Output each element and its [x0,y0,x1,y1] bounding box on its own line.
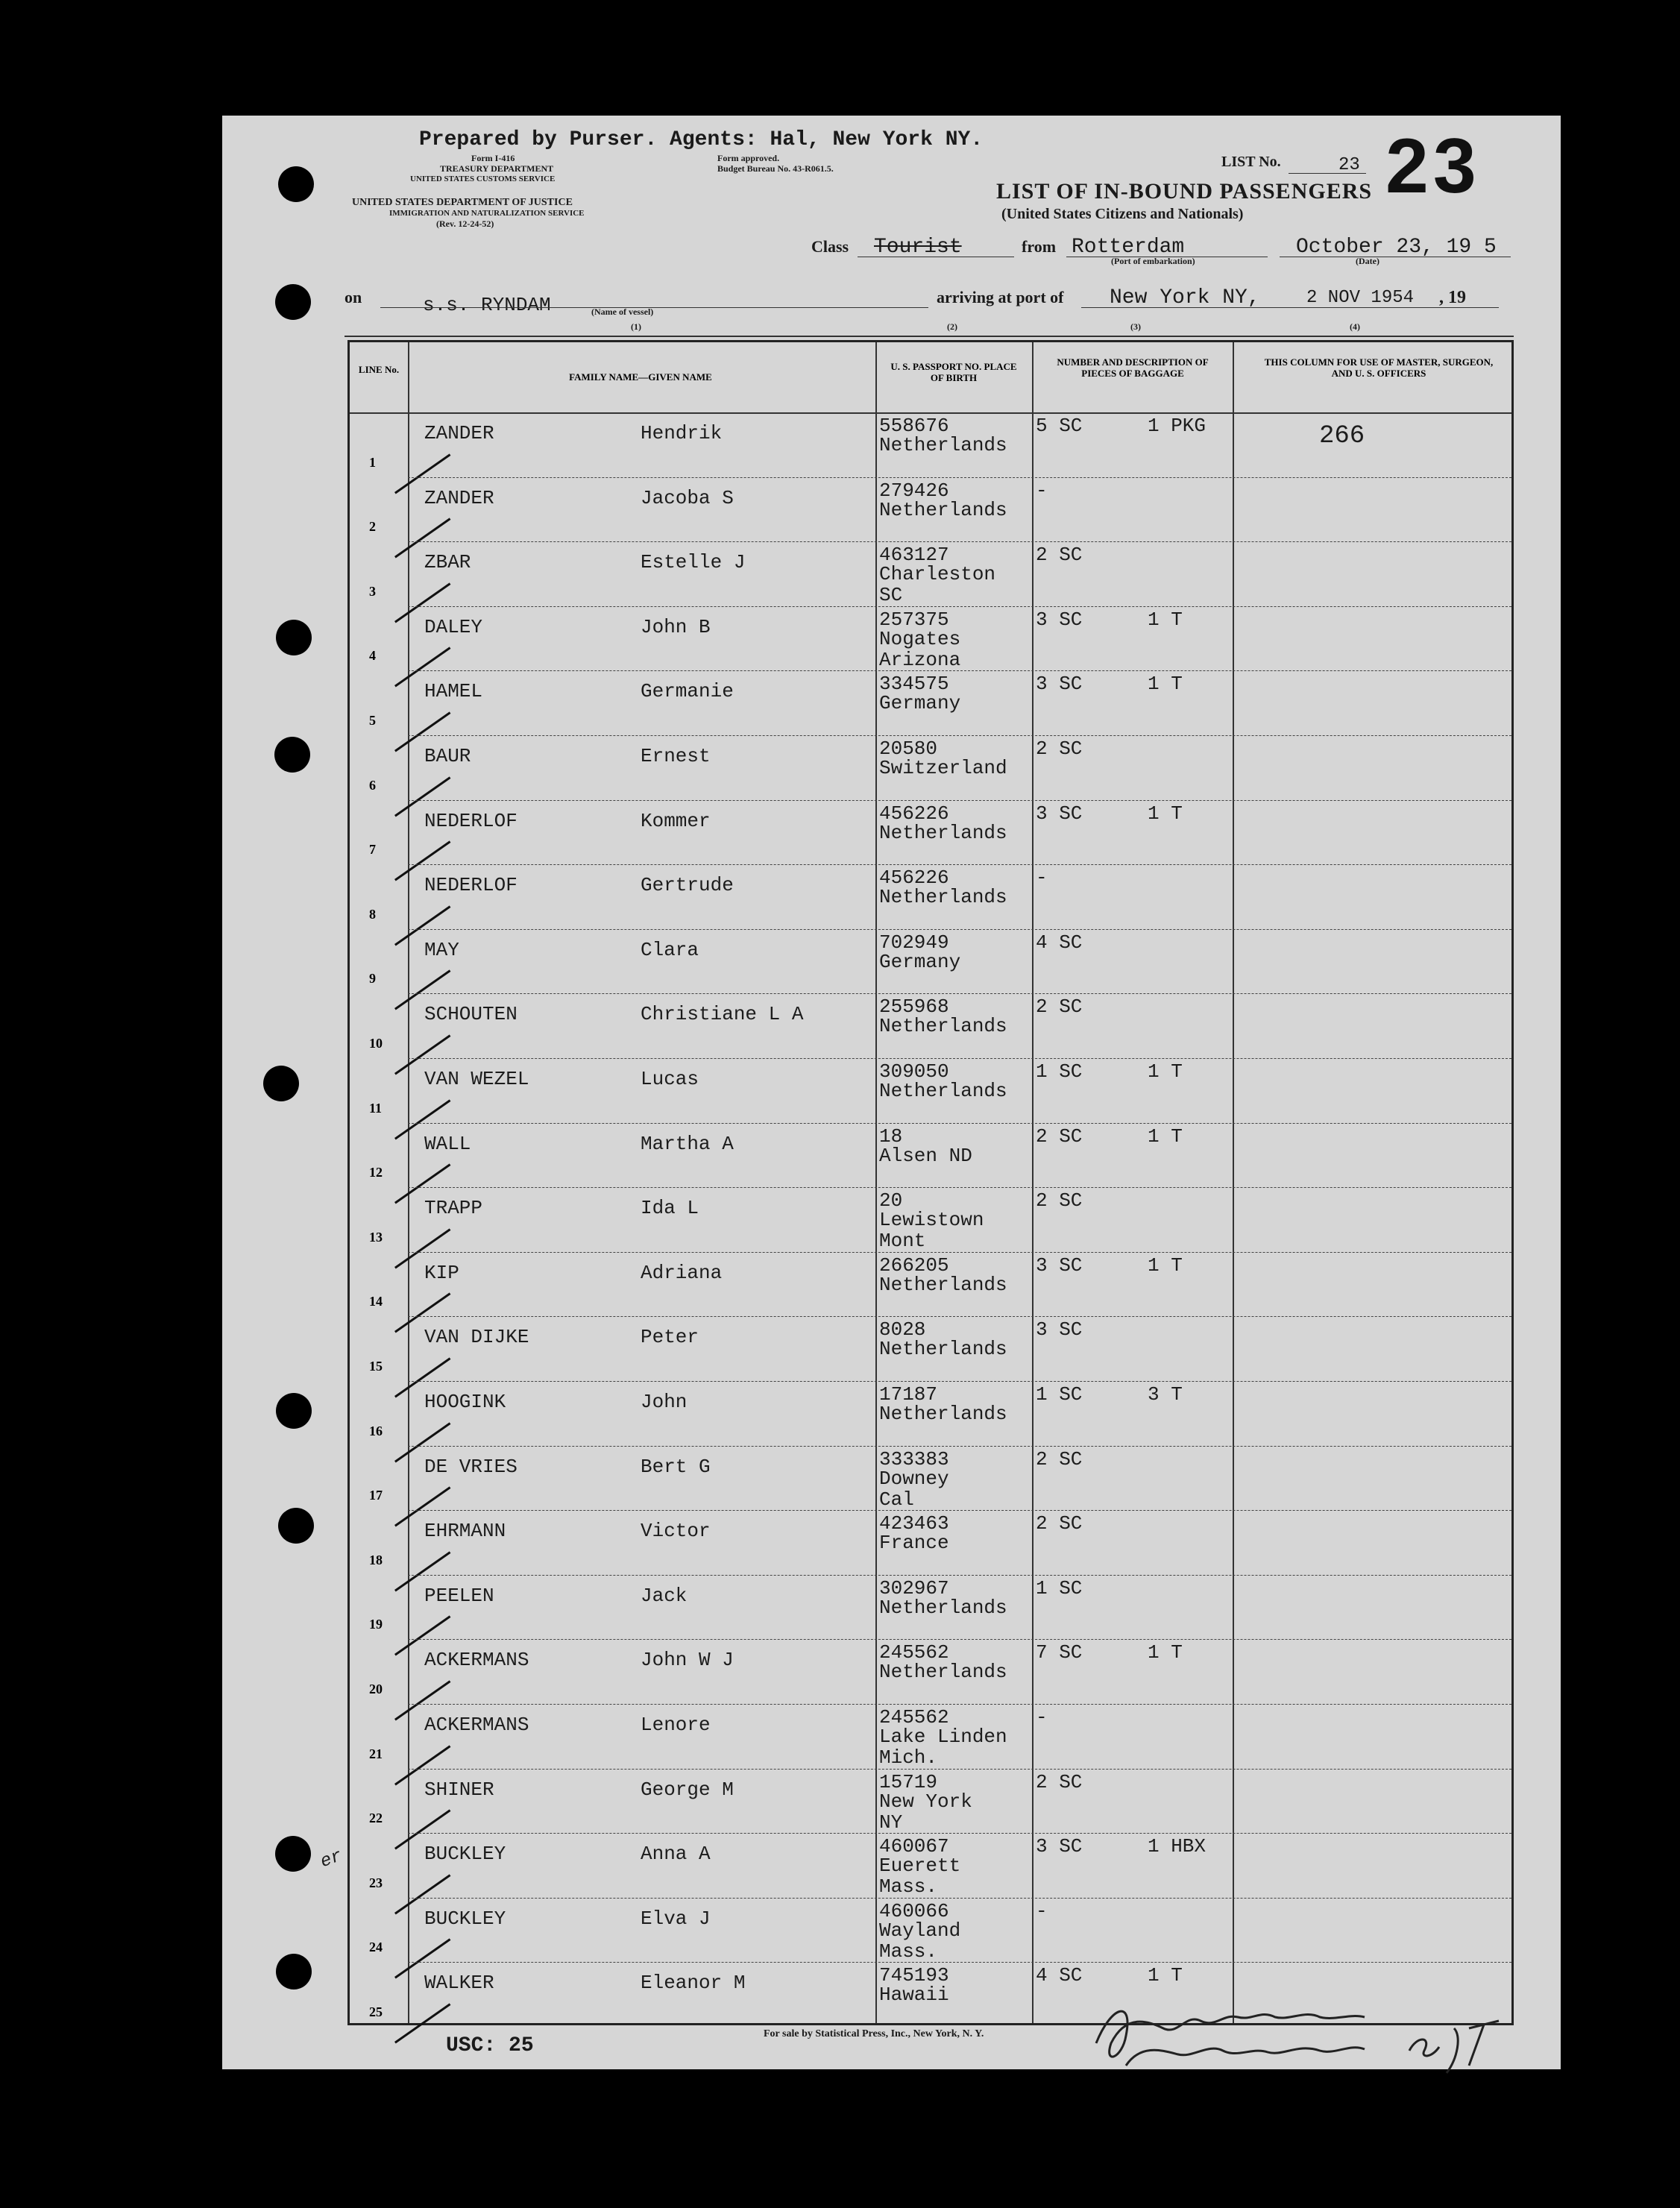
place-of-birth: New York NY [879,1790,972,1834]
class-label: Class [811,237,849,256]
ins-service: IMMIGRATION AND NATURALIZATION SERVICE [389,209,585,218]
line-number: 18 [369,1552,383,1567]
line-number: 8 [369,906,376,922]
line-number: 7 [369,842,376,858]
table-row [350,1381,1511,1446]
line-number: 19 [369,1617,383,1632]
table-row [350,864,1511,929]
baggage-sc: 2 SC [1036,737,1083,760]
header-name: FAMILY NAME—GIVEN NAME [569,371,712,383]
printer-note: For sale by Statistical Press, Inc., New York, N. Y. [764,2028,984,2039]
place-of-birth: Netherlands [879,1015,1007,1038]
line-number: 6 [369,777,376,793]
binder-hole [278,1508,314,1544]
family-name: VAN DIJKE [424,1326,529,1349]
from-value: Rotterdam [1072,236,1185,259]
passenger-table [347,340,1514,2025]
line-number: 4 [369,648,376,664]
given-name: Bert G [641,1455,711,1478]
given-name: Peter [641,1326,699,1349]
table-row [350,670,1511,735]
justice-dept: UNITED STATES DEPARTMENT OF JUSTICE [352,197,573,208]
place-of-birth: Netherlands [879,498,1007,521]
list-subtitle: (United States Citizens and Nationals) [1001,206,1244,222]
date-value: October 23, 19 5 [1296,236,1497,259]
header-line-no: LINE No. [358,364,400,375]
year-suffix: , 19 [1439,288,1466,307]
line-number: 1 [369,454,376,470]
family-name: ACKERMANS [424,1714,529,1736]
binder-hole [263,1066,299,1101]
family-name: ZANDER [424,422,494,444]
table-row [350,1833,1511,1898]
line-number: 2 [369,519,376,535]
given-name: Christiane L A [641,1003,804,1026]
place-of-birth: Switzerland [879,757,1007,779]
passport-number: 15719 [879,1770,938,1793]
column-number: (4) [1350,321,1360,332]
passport-number: 245562 [879,1706,949,1729]
family-name: TRAPP [424,1197,483,1220]
table-row [350,929,1511,994]
family-name: DE VRIES [424,1455,517,1478]
baggage-other: 1 T [1148,608,1183,631]
passport-number: 456226 [879,802,949,825]
given-name: Martha A [641,1132,734,1155]
baggage-sc: - [1036,479,1048,502]
budget-bureau: Budget Bureau No. 43-R061.5. [717,163,834,174]
passport-number: 8028 [879,1318,926,1342]
line-number: 24 [369,1940,383,1955]
table-row [350,1446,1511,1511]
family-name: BUCKLEY [424,1843,506,1866]
passport-number: 463127 [879,544,949,567]
passport-number: 18 [879,1125,903,1148]
family-name: WALKER [424,1972,494,1995]
place-of-birth: Euerett Mass. [879,1855,961,1899]
baggage-sc: 2 SC [1036,1125,1083,1148]
on-label: on [345,288,362,306]
baggage-sc: 2 SC [1036,996,1083,1019]
binder-hole [276,1954,312,1990]
given-name: George M [641,1778,734,1801]
binder-hole [276,620,312,655]
baggage-sc: 4 SC [1036,931,1083,954]
family-name: WALL [424,1132,471,1155]
place-of-birth: Netherlands [879,1080,1007,1102]
place-of-birth: Downey Cal [879,1467,949,1511]
place-of-birth: Netherlands [879,886,1007,909]
given-name: Germanie [641,680,734,703]
given-name: Ida L [641,1197,699,1220]
place-of-birth: Wayland Mass. [879,1919,961,1963]
table-row [350,1058,1511,1123]
passport-number: 257375 [879,608,949,631]
officer-note: 266 [1319,422,1365,450]
baggage-other: 1 HBX [1148,1835,1206,1858]
family-name: HAMEL [424,680,483,703]
passport-number: 460067 [879,1835,949,1858]
baggage-sc: 5 SC [1036,415,1083,437]
customs-service: UNITED STATES CUSTOMS SERVICE [410,174,556,183]
passport-number: 266205 [879,1254,949,1277]
given-name: Gertrude [641,874,734,897]
passport-number: 333383 [879,1447,949,1471]
list-no-label: LIST No. [1221,154,1281,170]
baggage-other: 1 T [1148,1964,1183,1987]
arrival-date-stamp: 2 NOV 1954 [1306,288,1415,308]
place-of-birth: Hawaii [879,1984,949,2007]
baggage-sc: 2 SC [1036,544,1083,567]
place-of-birth: Netherlands [879,1596,1007,1619]
binder-hole [278,166,314,202]
baggage-sc: - [1036,866,1048,890]
family-name: ZBAR [424,551,471,574]
revision: (Rev. 12-24-52) [436,218,494,229]
baggage-sc: 3 SC [1036,802,1083,825]
margin-annotation: er [318,1846,345,1873]
given-name: Lucas [641,1068,699,1090]
passport-number: 302967 [879,1576,949,1600]
table-row [350,1510,1511,1575]
given-name: Victor [641,1520,711,1543]
given-name: Kommer [641,809,711,832]
passport-number: 20 [879,1189,903,1212]
binder-hole [276,1393,312,1429]
given-name: Adriana [641,1261,723,1284]
table-row [350,1769,1511,1834]
binder-hole [274,737,310,773]
given-name: Ernest [641,745,711,767]
baggage-sc: 4 SC [1036,1964,1083,1987]
family-name: BAUR [424,745,471,767]
place-of-birth: Lewistown Mont [879,1209,984,1253]
form-number: Form I-416 [471,153,515,163]
baggage-other: 1 PKG [1148,415,1206,437]
header-baggage: NUMBER AND DESCRIPTION OF PIECES OF BAGGAGE [1057,356,1209,379]
line-number: 20 [369,1681,383,1696]
column-number: (1) [631,321,641,332]
passport-number: 745193 [879,1964,949,1987]
baggage-sc: 1 SC [1036,1060,1083,1083]
baggage-other: 3 T [1148,1383,1183,1406]
table-row [350,1704,1511,1769]
place-of-birth: Germany [879,950,961,973]
baggage-other: 1 T [1148,1125,1183,1148]
table-row [350,1575,1511,1640]
baggage-sc: - [1036,1706,1048,1729]
form-approved: Form approved. [717,153,780,163]
place-of-birth: Lake Linden Mich. [879,1726,1007,1769]
given-name: Eleanor M [641,1972,746,1995]
line-number: 22 [369,1811,383,1826]
header-officers: THIS COLUMN FOR USE OF MASTER, SURGEON, AND U. S. OFFICERS [1264,356,1494,379]
table-row [350,606,1511,671]
passport-number: 456226 [879,866,949,890]
binder-hole [275,1836,311,1872]
place-of-birth: Alsen ND [879,1144,972,1167]
baggage-other: 1 T [1148,1060,1183,1083]
line-number: 12 [369,1165,383,1180]
baggage-sc: 3 SC [1036,1835,1083,1858]
line-number: 17 [369,1488,383,1503]
family-name: KIP [424,1261,459,1284]
class-value: Tourist [874,236,962,259]
baggage-sc: 3 SC [1036,673,1083,696]
table-row [350,1123,1511,1188]
given-name: Estelle J [641,551,746,574]
table-row [350,993,1511,1058]
baggage-other: 1 T [1148,1641,1183,1664]
baggage-sc: 3 SC [1036,1318,1083,1342]
family-name: NEDERLOF [424,809,517,832]
passport-number: 245562 [879,1641,949,1664]
usc-count: USC: 25 [446,2034,534,2057]
table-row [350,1639,1511,1704]
family-name: ACKERMANS [424,1649,529,1672]
table-row [350,477,1511,542]
baggage-sc: 2 SC [1036,1512,1083,1535]
given-name: Lenore [641,1714,711,1736]
place-of-birth: Netherlands [879,1338,1007,1361]
given-name: Hendrik [641,422,723,444]
line-number: 16 [369,1423,383,1438]
place-of-birth: Charleston SC [879,563,996,607]
passport-number: 20580 [879,737,938,760]
passport-number: 702949 [879,931,949,954]
prepared-by-line: Prepared by Purser. Agents: Hal, New York NY. [419,128,984,151]
family-name: NEDERLOF [424,874,517,897]
table-row [350,412,1511,477]
baggage-sc: 2 SC [1036,1189,1083,1212]
passport-number: 309050 [879,1060,949,1083]
family-name: BUCKLEY [424,1907,506,1930]
family-name: PEELEN [424,1584,494,1607]
place-of-birth: Netherlands [879,821,1007,844]
family-name: SCHOUTEN [424,1003,517,1026]
passport-number: 255968 [879,996,949,1019]
treasury-dept: TREASURY DEPARTMENT [440,163,554,174]
passport-number: 423463 [879,1512,949,1535]
line-number: 10 [369,1035,383,1051]
family-name: MAY [424,938,459,961]
family-name: ZANDER [424,486,494,509]
baggage-sc: - [1036,1899,1048,1922]
passport-number: 17187 [879,1383,938,1406]
table-row [350,1316,1511,1381]
line-number: 23 [369,1875,383,1890]
place-of-birth: France [879,1532,949,1555]
given-name: Clara [641,938,699,961]
line-number: 15 [369,1358,383,1374]
baggage-sc: 3 SC [1036,608,1083,631]
place-of-birth: Netherlands [879,1661,1007,1684]
table-row [350,1252,1511,1317]
family-name: HOOGINK [424,1391,506,1413]
place-of-birth: Netherlands [879,1403,1007,1425]
line-number: 11 [369,1100,383,1116]
date-label: (Date) [1356,256,1379,266]
line-number: 9 [369,971,376,987]
given-name: Jacoba S [641,486,734,509]
family-name: DALEY [424,615,483,638]
table-row [350,735,1511,800]
official-signature [1081,1984,1573,2080]
column-number: (2) [947,321,957,332]
list-title: LIST OF IN-BOUND PASSENGERS [996,179,1373,204]
given-name: Anna A [641,1843,711,1866]
passport-number: 334575 [879,673,949,696]
given-name: John B [641,615,711,638]
table-row [350,1187,1511,1252]
vessel-label: (Name of vessel) [591,306,654,317]
baggage-other: 1 T [1148,802,1183,825]
from-label: from [1022,237,1057,256]
vessel-name: s.s. RYNDAM [423,294,551,316]
baggage-sc: 1 SC [1036,1576,1083,1600]
given-name: John W J [641,1649,734,1672]
place-of-birth: Nogates Arizona [879,627,961,671]
family-name: EHRMANN [424,1520,506,1543]
baggage-sc: 7 SC [1036,1641,1083,1664]
given-name: Elva J [641,1907,711,1930]
line-number: 5 [369,712,376,728]
line-number: 14 [369,1294,383,1309]
baggage-sc: 2 SC [1036,1770,1083,1793]
column-number: (3) [1130,321,1141,332]
baggage-sc: 3 SC [1036,1254,1083,1277]
passport-number: 279426 [879,479,949,502]
place-of-birth: Netherlands [879,434,1007,456]
table-row [350,1898,1511,1963]
line-number: 21 [369,1746,383,1761]
baggage-other: 1 T [1148,673,1183,696]
given-name: Jack [641,1584,688,1607]
binder-hole [275,284,311,320]
passport-number: 558676 [879,415,949,437]
family-name: VAN WEZEL [424,1068,529,1090]
table-row [350,800,1511,865]
port-embark-label: (Port of embarkation) [1111,256,1195,266]
baggage-other: 1 T [1148,1254,1183,1277]
baggage-sc: 2 SC [1036,1447,1083,1471]
passport-number: 460066 [879,1899,949,1922]
list-no-value: 23 [1338,155,1360,175]
table-row [350,541,1511,606]
line-number: 3 [369,583,376,599]
baggage-sc: 1 SC [1036,1383,1083,1406]
place-of-birth: Germany [879,692,961,715]
arriving-label: arriving at port of [937,288,1064,306]
line-number: 13 [369,1229,383,1245]
arriving-port: New York NY, [1110,286,1260,309]
header-passport: U. S. PASSPORT NO. PLACE OF BIRTH [890,361,1017,383]
given-name: John [641,1391,688,1413]
line-number: 25 [369,2004,383,2019]
family-name: SHINER [424,1778,494,1801]
list-number-stamp: 23 [1385,123,1481,210]
place-of-birth: Netherlands [879,1273,1007,1296]
